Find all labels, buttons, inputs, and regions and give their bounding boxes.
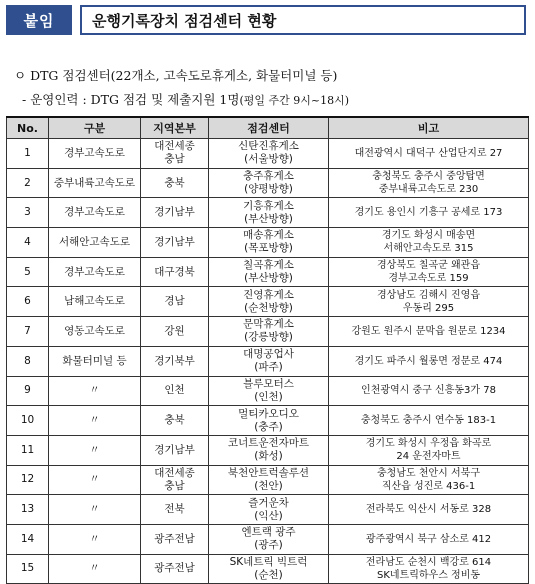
table-row — [7, 139, 529, 169]
intro-line-2 — [22, 90, 349, 108]
cell-category: 〃 — [49, 406, 141, 436]
cell-no: 7 — [7, 317, 49, 347]
cell-category: 〃 — [49, 435, 141, 465]
cell-center: 칠곡휴게소 (부산방향) — [209, 257, 329, 287]
cell-category: 경부고속도로 — [49, 198, 141, 228]
cell-region: 대구경북 — [141, 257, 209, 287]
cell-no: 9 — [7, 376, 49, 406]
staffing-hours: (평일 주간 9시~18시) — [239, 94, 349, 107]
cell-category: 〃 — [49, 495, 141, 525]
cell-category: 〃 — [49, 376, 141, 406]
table-row — [7, 406, 529, 436]
cell-region: 인천 — [141, 376, 209, 406]
cell-note: 충청남도 천안시 서북구 직산읍 성진로 436-1 — [329, 465, 529, 495]
cell-center: 문막휴게소 (강릉방향) — [209, 317, 329, 347]
header-center: 점검센터 — [209, 117, 329, 139]
cell-region: 경기남부 — [141, 435, 209, 465]
cell-note: 경기도 화성시 매송면 서해안고속도로 315 — [329, 228, 529, 258]
table-row — [7, 317, 529, 347]
cell-center: 충주휴게소 (양평방향) — [209, 168, 329, 198]
table-row — [7, 168, 529, 198]
cell-category: 〃 — [49, 524, 141, 554]
cell-category: 경부고속도로 — [49, 257, 141, 287]
cell-note: 대전광역시 대덕구 산업단지로 27 — [329, 139, 529, 169]
cell-no: 10 — [7, 406, 49, 436]
cell-no: 3 — [7, 198, 49, 228]
table-row — [7, 465, 529, 495]
table-row — [7, 376, 529, 406]
table-row — [7, 495, 529, 525]
table-row — [7, 435, 529, 465]
cell-category: 〃 — [49, 465, 141, 495]
cell-region: 경남 — [141, 287, 209, 317]
inspection-center-table — [6, 116, 529, 584]
cell-category: 〃 — [49, 554, 141, 584]
cell-region: 광주전남 — [141, 524, 209, 554]
cell-no: 8 — [7, 346, 49, 376]
cell-region: 대전세종 충남 — [141, 465, 209, 495]
table-header-row — [7, 117, 529, 139]
cell-no: 14 — [7, 524, 49, 554]
cell-category: 중부내륙고속도로 — [49, 168, 141, 198]
cell-category: 경부고속도로 — [49, 139, 141, 169]
cell-region: 경기북부 — [141, 346, 209, 376]
cell-center: 엔트랙 광주 (광주) — [209, 524, 329, 554]
cell-no: 6 — [7, 287, 49, 317]
table-row — [7, 554, 529, 584]
intro-text-1: DTG 점검센터(22개소, 고속도로휴게소, 화물터미널 등) — [30, 68, 338, 83]
table-row — [7, 257, 529, 287]
cell-category: 남해고속도로 — [49, 287, 141, 317]
cell-region: 충북 — [141, 168, 209, 198]
cell-note: 경기도 파주시 월롱면 정문로 474 — [329, 346, 529, 376]
header-note: 비고 — [329, 117, 529, 139]
cell-no: 5 — [7, 257, 49, 287]
cell-center: 신탄진휴게소 (서울방향) — [209, 139, 329, 169]
bullet-circle: ㅇ — [14, 68, 27, 83]
cell-no: 4 — [7, 228, 49, 258]
cell-center: 북천안트럭솔루션 (천안) — [209, 465, 329, 495]
cell-center: 블루모터스 (인천) — [209, 376, 329, 406]
table-row — [7, 228, 529, 258]
cell-region: 전북 — [141, 495, 209, 525]
document-header — [6, 5, 526, 35]
cell-no: 1 — [7, 139, 49, 169]
cell-center: 기흥휴게소 (부산방향) — [209, 198, 329, 228]
cell-center: 즐거운차 (익산) — [209, 495, 329, 525]
cell-note: 충청북도 충주시 중앙탑면 중부내륙고속도로 230 — [329, 168, 529, 198]
document-title: 운행기록장치 점검센터 현황 — [80, 5, 526, 35]
table-row — [7, 346, 529, 376]
cell-no: 12 — [7, 465, 49, 495]
cell-center: 멀티카오디오 (충주) — [209, 406, 329, 436]
cell-region: 충북 — [141, 406, 209, 436]
cell-category: 영동고속도로 — [49, 317, 141, 347]
cell-center: 대명공업사 (파주) — [209, 346, 329, 376]
header-region: 지역본부 — [141, 117, 209, 139]
cell-no: 15 — [7, 554, 49, 584]
cell-region: 경기남부 — [141, 228, 209, 258]
cell-region: 대전세종 충남 — [141, 139, 209, 169]
cell-no: 2 — [7, 168, 49, 198]
cell-note: 경기도 화성시 우정읍 화곡로 24 운전자마트 — [329, 435, 529, 465]
cell-no: 13 — [7, 495, 49, 525]
cell-note: 전라남도 순천시 백강로 614 SK네트릭하우스 정비동 — [329, 554, 529, 584]
cell-center: 코너트운전자마트 (화성) — [209, 435, 329, 465]
cell-note: 강원도 원주시 문막읍 원문로 1234 — [329, 317, 529, 347]
cell-center: 매송휴게소 (목포방향) — [209, 228, 329, 258]
cell-note: 충청북도 충주시 연수동 183-1 — [329, 406, 529, 436]
cell-center: SK네트릭 빅트럭 (순천) — [209, 554, 329, 584]
cell-region: 경기남부 — [141, 198, 209, 228]
intro-line-1 — [14, 66, 337, 84]
header-category: 구분 — [49, 117, 141, 139]
attachment-badge: 붙임 — [6, 5, 72, 35]
staffing-text: - 운영인력 : DTG 점검 및 제출지원 1명 — [22, 92, 240, 107]
cell-note: 광주광역시 북구 삼소로 412 — [329, 524, 529, 554]
cell-no: 11 — [7, 435, 49, 465]
cell-note: 경기도 용인시 기흥구 공세로 173 — [329, 198, 529, 228]
cell-note: 경상북도 칠곡군 왜관읍 경부고속도로 159 — [329, 257, 529, 287]
cell-note: 인천광역시 중구 신흥동3가 78 — [329, 376, 529, 406]
cell-category: 서해안고속도로 — [49, 228, 141, 258]
cell-region: 광주전남 — [141, 554, 209, 584]
table-row — [7, 198, 529, 228]
cell-note: 전라북도 익산시 서동로 328 — [329, 495, 529, 525]
cell-note: 경상남도 김해시 진영읍 우동리 295 — [329, 287, 529, 317]
table-row — [7, 287, 529, 317]
cell-category: 화물터미널 등 — [49, 346, 141, 376]
header-no: No. — [7, 117, 49, 139]
cell-region: 강원 — [141, 317, 209, 347]
cell-center: 진영휴게소 (순천방향) — [209, 287, 329, 317]
